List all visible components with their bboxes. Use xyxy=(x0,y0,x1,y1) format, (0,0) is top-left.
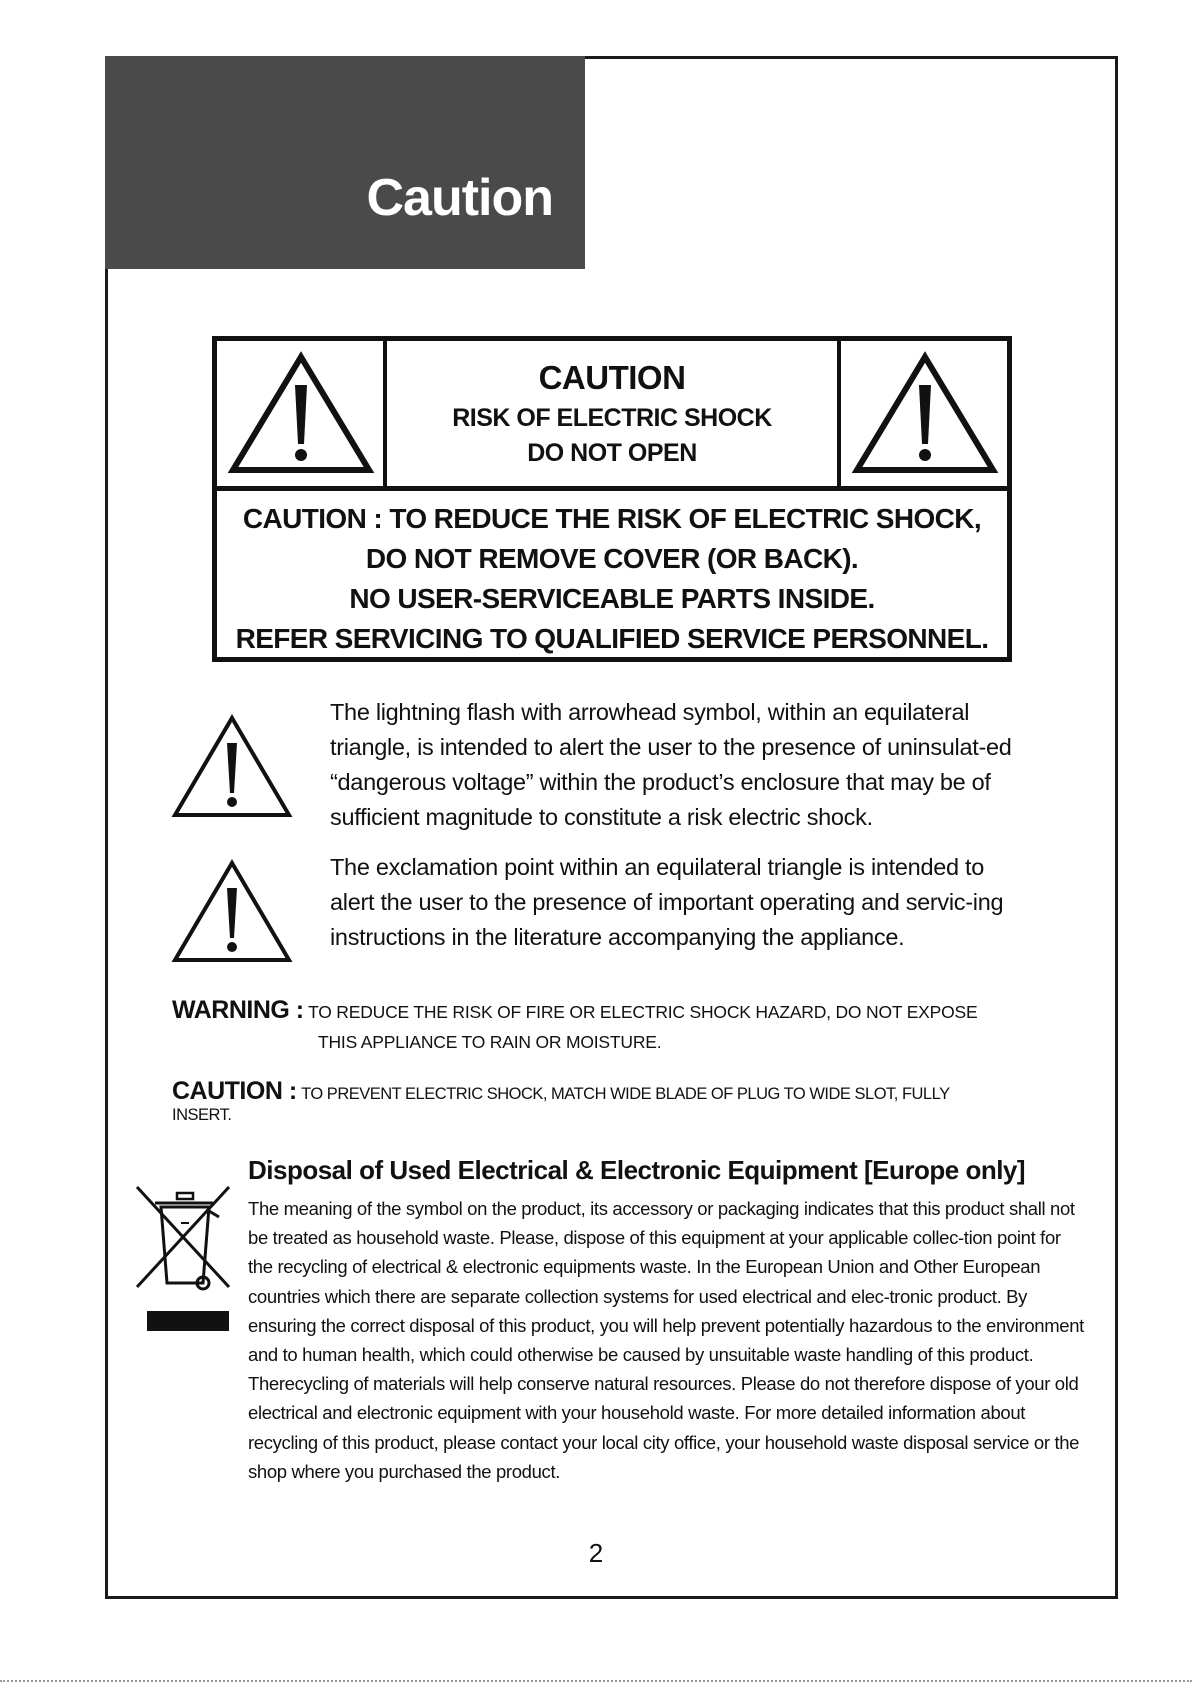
exclamation-triangle-icon xyxy=(170,858,294,966)
caution-bottom-line: DO NOT REMOVE COVER (OR BACK). xyxy=(365,543,859,574)
exclamation-triangle-icon xyxy=(851,351,999,476)
caution-heading: CAUTION xyxy=(538,359,686,396)
exclamation-triangle-icon xyxy=(227,351,375,476)
footer-dotted-rule xyxy=(0,1680,1192,1682)
warning-note-continuation xyxy=(318,1032,1158,1053)
disposal-section xyxy=(248,1152,1088,1486)
page-title: Caution xyxy=(366,169,553,227)
disposal-title: Disposal of Used Electrical & Electronic Equipment [Europe only] xyxy=(248,1155,1026,1185)
warning-text-line-1: TO REDUCE THE RISK OF FIRE OR ELECTRIC SHOCK HAZARD, DO NOT EXPOSE xyxy=(308,1002,978,1022)
crossed-out-wheelie-bin-icon xyxy=(133,1183,243,1333)
caution-box-top xyxy=(217,341,1007,491)
caution-box-bottom xyxy=(217,491,1007,659)
warning-label: WARNING : xyxy=(172,996,304,1024)
page-number: 2 xyxy=(588,1538,604,1568)
warning-text-line-2: THIS APPLIANCE TO RAIN OR MOISTURE. xyxy=(318,1032,662,1052)
caution-note xyxy=(172,1077,1012,1125)
caution-box-center xyxy=(387,341,837,486)
caution-bottom-line: CAUTION : TO REDUCE THE RISK OF ELECTRIC SHOCK, xyxy=(242,503,982,534)
symbol-explanation-exclamation xyxy=(160,850,1020,970)
caution-bottom-line: NO USER-SERVICEABLE PARTS INSIDE. xyxy=(349,583,875,614)
symbol-description: The exclamation point within an equilateral triangle is intended to alert the user to the presence of important operating and servic-ing instructions in the literature accompanying the appliance. xyxy=(330,854,1004,950)
caution-label-box xyxy=(212,336,1012,662)
caution-box-left-cell xyxy=(217,341,387,486)
caution-bottom-line: REFER SERVICING TO QUALIFIED SERVICE PERSONNEL. xyxy=(235,623,989,654)
title-band xyxy=(105,56,585,269)
caution-sub-line-2: DO NOT OPEN xyxy=(527,438,697,467)
caution-box-right-cell xyxy=(837,341,1007,486)
caution-sub-line-1: RISK OF ELECTRIC SHOCK xyxy=(452,403,772,432)
disposal-body: The meaning of the symbol on the product, its accessory or packaging indicates that this product shall not be treated as household waste. Please, dispose of this equipment at your applicable collec-tion point for the recycling of electrical & electronic equipments waste. In the European Union and Other European countries which there are separate collection systems for used electrical and elec-tronic product. By ensuring the correct disposal of this product, you will help prevent potentially hazardous to the environment and to human health, which could otherwise be caused by unsuitable waste handling of this product. Therecycling of materials will help conserve natural resources. Please do not therefore dispose of your old electrical and electronic equipment with your household waste. For more detailed information about recycling of this product, please contact your local city office, your household waste disposal service or the shop where you purchased the product. xyxy=(248,1198,1084,1482)
symbol-description: The lightning flash with arrowhead symbol, within an equilateral triangle, is intended to alert the user to the presence of uninsulat-ed “dangerous voltage” within the product’s enclosure that may be of sufficient magnitude to constitute a risk electric shock. xyxy=(330,699,1012,830)
caution-note-label: CAUTION : xyxy=(172,1077,297,1105)
exclamation-triangle-icon xyxy=(170,713,294,821)
caution-note-text: TO PREVENT ELECTRIC SHOCK, MATCH WIDE BLADE OF PLUG TO WIDE SLOT, FULLY INSERT. xyxy=(172,1085,950,1124)
warning-note xyxy=(172,996,1012,1025)
symbol-explanation-lightning xyxy=(160,695,1020,835)
